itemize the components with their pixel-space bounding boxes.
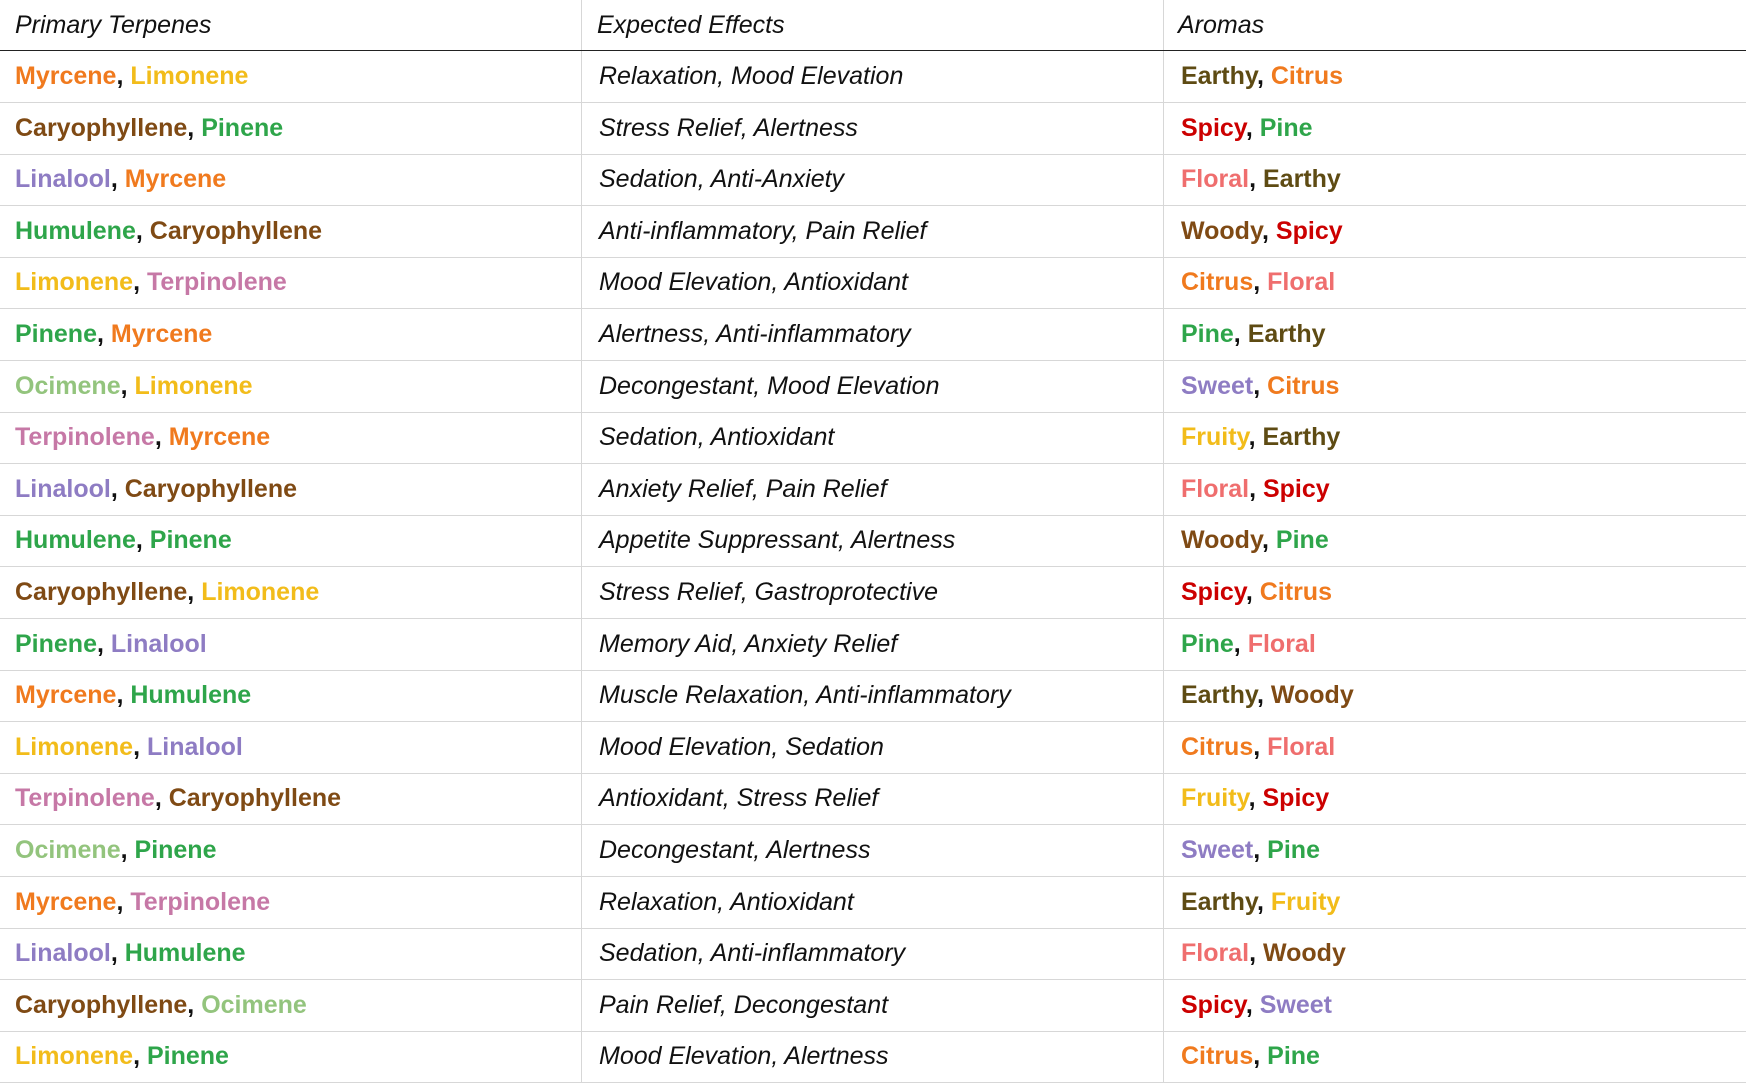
separator: , [1233,629,1248,658]
aroma-name: Floral [1181,939,1250,968]
effects-cell: Relaxation, Antioxidant [599,887,854,916]
table-row [0,103,1746,155]
aromas-cell [1181,206,1343,257]
separator: , [1249,474,1263,503]
separator: , [154,423,169,452]
effects-cell: Relaxation, Mood Elevation [599,62,904,90]
separator: , [1262,216,1276,245]
table-row [0,722,1746,774]
terpene-name: Caryophyllene [15,990,188,1019]
table-row [0,412,1746,464]
aroma-name: Pine [1181,320,1234,348]
terpene-name: Caryophyllene [15,578,188,606]
aroma-name: Fruity [1181,784,1249,813]
effects-cell: Stress Relief, Alertness [599,113,858,142]
table-row [0,464,1746,516]
aromas-cell [1181,722,1335,773]
terpene-name: Pinene [15,320,97,348]
terpene-name: Linalool [110,629,207,658]
aroma-name: Spicy [1181,113,1246,142]
terpene-name: Terpinolene [130,887,271,916]
aroma-name: Earthy [1181,887,1257,916]
table-row [0,773,1746,825]
separator: , [187,990,202,1019]
aromas-cell [1181,928,1346,979]
aroma-name: Woody [1270,681,1354,710]
separator: , [1256,681,1271,710]
aroma-name: Woody [1181,526,1263,555]
table-row [0,515,1746,567]
terpene-name: Terpinolene [15,784,155,813]
separator: , [187,113,202,142]
aromas-cell [1181,361,1339,412]
terpene-name: Myrcene [168,423,271,452]
separator: , [135,216,150,245]
aromas-cell [1181,980,1332,1031]
table-row [0,1031,1746,1083]
aromas-cell [1181,567,1332,618]
terpenes-cell [15,825,217,876]
aroma-name: Citrus [1259,578,1332,606]
terpene-name: Ocimene [15,371,121,400]
separator: , [1253,268,1268,297]
terpene-name: Linalool [15,474,111,503]
aromas-cell [1181,773,1329,824]
terpene-name: Pinene [146,1042,229,1071]
aroma-name: Citrus [1267,371,1340,400]
aroma-name: Spicy [1181,990,1246,1019]
separator: , [1253,1042,1268,1071]
table-row [0,877,1746,929]
terpenes-cell [15,1031,229,1082]
terpene-name: Ocimene [15,836,121,864]
separator: , [1245,113,1260,142]
terpene-name: Linalool [146,732,243,761]
terpene-name: Pinene [15,629,97,658]
separator: , [96,629,111,658]
separator: , [1256,887,1271,916]
effects-cell: Sedation, Antioxidant [599,423,835,452]
terpene-name: Limonene [15,1042,134,1071]
aromas-cell [1181,464,1330,515]
terpene-name: Myrcene [15,681,117,710]
terpenes-cell [15,154,226,205]
terpenes-cell [15,412,270,463]
aromas-cell [1181,257,1335,308]
aroma-name: Spicy [1262,784,1330,813]
aroma-name: Floral [1267,268,1336,297]
separator: , [1253,732,1268,761]
terpene-name: Humulene [15,526,136,555]
table-row [0,567,1746,619]
terpenes-cell [15,567,319,618]
aroma-name: Earthy [1181,681,1257,710]
aroma-name: Citrus [1270,62,1344,90]
aroma-name: Floral [1247,629,1316,658]
aroma-name: Pine [1181,629,1234,658]
aroma-name: Floral [1181,474,1250,503]
separator: , [187,578,202,606]
effects-cell: Stress Relief, Gastroprotective [599,578,939,606]
effects-cell: Muscle Relaxation, Anti-inflammatory [599,681,1011,710]
aroma-name: Fruity [1181,423,1249,452]
terpene-name: Linalool [15,165,111,194]
terpenes-cell [15,206,322,257]
aroma-name: Floral [1181,165,1250,194]
table-row [0,51,1746,103]
terpene-name: Myrcene [15,62,117,90]
separator: , [133,268,147,297]
separator: , [154,784,169,813]
table-row [0,670,1746,722]
terpene-name: Ocimene [201,990,307,1019]
aromas-cell [1181,825,1320,876]
separator: , [1248,423,1263,452]
aroma-name: Spicy [1181,578,1246,606]
aroma-name: Sweet [1259,990,1333,1019]
effects-cell: Decongestant, Alertness [599,836,871,864]
terpenes-cell [15,515,232,566]
effects-cell: Appetite Suppressant, Alertness [599,526,956,555]
separator: , [116,681,131,710]
terpene-name: Myrcene [110,320,213,348]
aroma-name: Earthy [1181,62,1257,90]
effects-cell: Mood Elevation, Antioxidant [599,268,908,297]
effects-cell: Mood Elevation, Sedation [599,732,884,761]
aroma-name: Sweet [1181,836,1254,864]
aroma-name: Citrus [1181,1042,1254,1071]
table-row [0,928,1746,980]
effects-cell: Sedation, Anti-inflammatory [599,939,906,968]
separator: , [1249,939,1263,968]
separator: , [1249,165,1263,194]
aroma-name: Floral [1267,732,1336,761]
table-row [0,206,1746,258]
separator: , [1256,62,1271,90]
table-row [0,980,1746,1032]
terpenes-cell [15,103,283,154]
terpene-name: Pinene [149,526,232,555]
terpenes-cell [15,51,248,102]
aroma-name: Spicy [1275,216,1343,245]
terpene-name: Caryophyllene [15,113,188,142]
terpenes-cell [15,464,297,515]
separator: , [116,887,131,916]
aroma-name: Sweet [1181,371,1254,400]
terpenes-cell [15,361,253,412]
separator: , [110,474,125,503]
effects-cell: Memory Aid, Anxiety Relief [599,629,898,658]
separator: , [1253,371,1268,400]
terpene-name: Limonene [15,268,134,297]
aroma-name: Woody [1262,939,1346,968]
aromas-cell [1181,619,1316,670]
header-aromas: Aromas [1178,11,1265,39]
terpene-name: Humulene [15,216,136,245]
terpenes-cell [15,670,251,721]
table-row [0,619,1746,671]
terpene-name: Pinene [134,836,217,864]
terpene-name: Myrcene [124,165,227,194]
terpene-name: Caryophyllene [149,216,323,245]
terpene-name: Limonene [15,732,134,761]
header-primary-terpenes: Primary Terpenes [15,11,212,39]
table-row [0,257,1746,309]
effects-cell: Antioxidant, Stress Relief [599,784,879,813]
table-row [0,825,1746,877]
terpene-name: Humulene [124,939,246,968]
terpenes-cell [15,257,287,308]
separator: , [1233,320,1248,348]
terpenes-cell [15,722,243,773]
effects-cell: Decongestant, Mood Elevation [599,371,940,400]
terpene-name: Terpinolene [146,268,287,297]
aroma-name: Earthy [1262,423,1341,452]
aromas-cell [1181,877,1340,928]
separator: , [120,836,135,864]
separator: , [133,1042,147,1071]
aroma-name: Fruity [1270,887,1341,916]
terpene-name: Caryophyllene [168,784,342,813]
aroma-name: Woody [1181,216,1263,245]
terpene-name: Linalool [15,939,111,968]
aroma-name: Pine [1267,1042,1320,1071]
table-header [0,0,1746,51]
aroma-name: Citrus [1181,732,1254,761]
aromas-cell [1181,670,1354,721]
aromas-cell [1181,309,1326,360]
terpene-name: Pinene [201,113,284,142]
effects-cell: Pain Relief, Decongestant [599,990,889,1019]
effects-cell: Mood Elevation, Alertness [599,1042,889,1071]
aroma-name: Pine [1275,526,1329,555]
aroma-name: Citrus [1181,268,1254,297]
aroma-name: Earthy [1247,320,1326,348]
effects-cell: Anxiety Relief, Pain Relief [599,474,887,503]
terpenes-cell [15,309,212,360]
terpenes-cell [15,980,307,1031]
terpene-name: Terpinolene [15,423,155,452]
separator: , [96,320,111,348]
aromas-cell [1181,1031,1320,1082]
separator: , [1245,990,1260,1019]
separator: , [1253,836,1268,864]
effects-cell: Sedation, Anti-Anxiety [599,165,845,194]
aroma-name: Pine [1267,836,1320,864]
aromas-cell [1181,515,1329,566]
separator: , [116,62,131,90]
terpenes-cell [15,773,341,824]
aroma-name: Pine [1259,113,1313,142]
terpene-name: Limonene [130,62,249,90]
aromas-cell [1181,103,1313,154]
terpene-name: Limonene [134,371,253,400]
aroma-name: Earthy [1262,165,1341,194]
table-row [0,154,1746,206]
terpenes-cell [15,619,207,670]
separator: , [1245,578,1260,606]
terpenes-cell [15,928,246,979]
terpene-name: Myrcene [15,887,117,916]
separator: , [1248,784,1263,813]
aromas-cell [1181,51,1343,102]
separator: , [120,371,135,400]
aromas-cell [1181,154,1341,205]
terpene-name: Humulene [130,681,252,710]
separator: , [110,165,125,194]
separator: , [1262,526,1276,555]
separator: , [110,939,125,968]
table-row [0,361,1746,413]
separator: , [133,732,147,761]
aromas-cell [1181,412,1340,463]
terpene-name: Limonene [201,578,320,606]
separator: , [135,526,150,555]
effects-cell: Anti-inflammatory, Pain Relief [599,216,927,245]
terpene-name: Caryophyllene [124,474,298,503]
effects-cell: Alertness, Anti-inflammatory [599,320,911,348]
terpenes-cell [15,877,270,928]
header-expected-effects: Expected Effects [597,11,785,39]
table-row [0,309,1746,361]
aroma-name: Spicy [1262,474,1330,503]
